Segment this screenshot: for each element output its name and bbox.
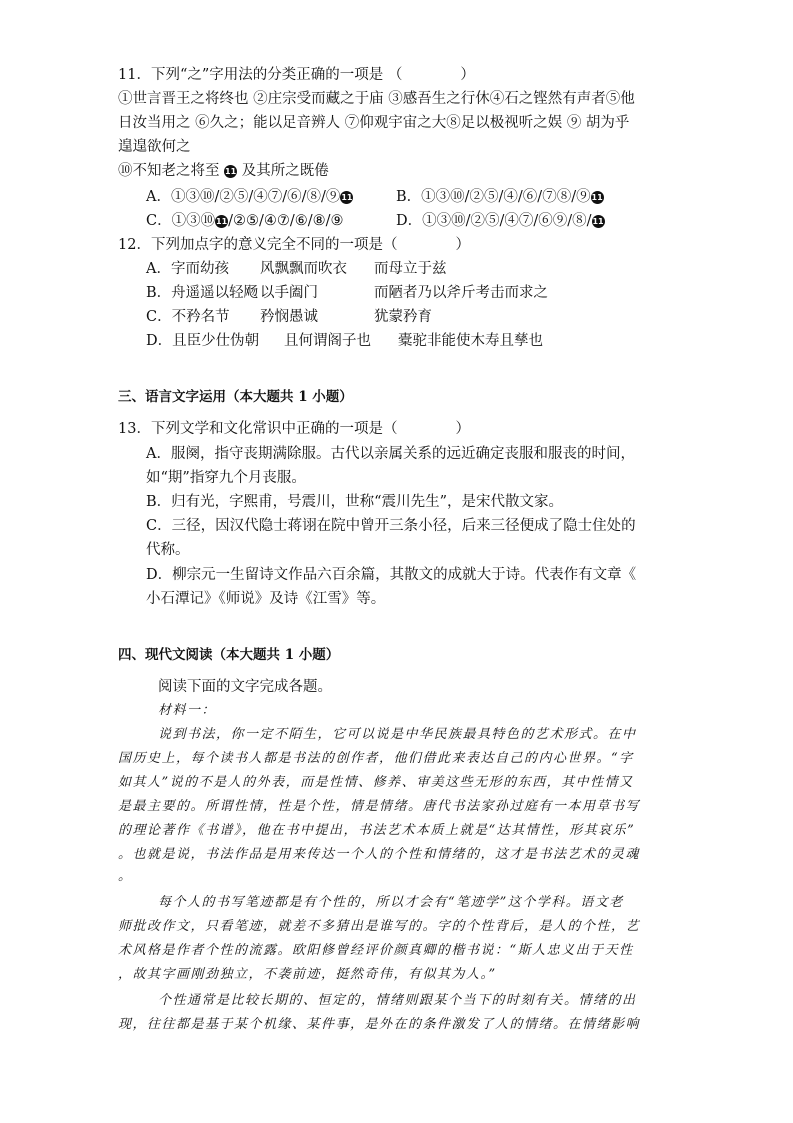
q11-items-line1: ①世言晋王之将终也 ②庄宗受而藏之于庙 ③感吾生之行休④石之铿然有声者⑤他 (118, 91, 635, 107)
q11-option-a: A．①③⑩/②⑤/④⑦/⑥/⑧/⑨11 (146, 189, 353, 205)
paragraph-2-line: 师批改作文，只看笔迹，就差不多猜出是谁写的。字的个性背后，是人的个性，艺 (118, 919, 641, 934)
q11-items-line4 (118, 160, 329, 182)
reading-intro: 阅读下面的文字完成各题。 (158, 679, 332, 695)
material-label: 材料一： (158, 703, 217, 718)
q12-option-b: B．舟遥遥以轻飏 以手阖门 而陋者乃以斧斤考击而求之 (146, 285, 548, 301)
q11-stem: 11．下列“之”字用法的分类正确的一项是 （ ） (118, 67, 475, 83)
paragraph-1-line: 国历史上，每个读书人都是书法的创作者，他们借此来表达自己的内心世界。“字 (118, 751, 634, 766)
q11-item-10: ⑩不知老之将至 (118, 163, 225, 179)
section-4-heading: 四、现代文阅读（本大题共 1 小题） (118, 647, 340, 663)
q11-item-11: 及其所之既倦 (241, 163, 329, 179)
circled-eleven-icon: 11 (592, 217, 604, 226)
q12-option-c: C．不矜名节 矜悯愚诚 犹蒙矜育 (146, 309, 432, 325)
circled-eleven-icon: 11 (591, 193, 603, 202)
circled-eleven-icon: 11 (341, 193, 353, 202)
paragraph-3-line: 个性通常是比较长期的、恒定的，情绪则跟某个当下的时刻有关。情绪的出 (158, 993, 637, 1008)
q11-option-b: B．①③⑩/②⑤/④/⑥/⑦⑧/⑨11 (396, 189, 603, 205)
q11-option-c: C．①③⑩11/②⑤/④⑦/⑥/⑧/⑨ (146, 213, 344, 229)
q12-option-d: D．且臣少仕伪朝 且何谓阁子也 橐驼非能使木寿且孳也 (146, 333, 543, 349)
q13-option-a-line2: 如“期”指穿九个月丧服。 (146, 470, 306, 486)
circled-eleven-icon: 11 (225, 167, 237, 176)
paragraph-1-line: 。也就是说，书法作品是用来传达一个人的个性和情绪的，这才是书法艺术的灵魂 (118, 847, 641, 862)
paragraph-2-line: ，故其字画刚劲独立，不袭前迹，挺然奇伟，有似其为人。” (118, 967, 497, 982)
q13-option-c-line1: C．三径，因汉代隐士蒋诩在院中曾开三条小径，后来三径便成了隐士住处的 (146, 518, 636, 534)
paragraph-1-line: 说到书法，你一定不陌生，它可以说是中华民族最具特色的艺术形式。在中 (158, 727, 637, 742)
q11-option-d: D．①③⑩/②⑤/④⑦/⑥⑨/⑧/11 (396, 213, 604, 229)
q13-option-b: B．归有光，字熙甫，号震川，世称“震川先生”，是宋代散文家。 (146, 494, 563, 510)
paragraph-1-line: 的理论著作《书谱》，他在书中提出，书法艺术本质上就是“达其情性，形其哀乐” (118, 823, 636, 838)
paragraph-1-line: 。 (118, 869, 133, 884)
q13-option-d-line1: D．柳宗元一生留诗文作品六百余篇，其散文的成就大于诗。代表作有文章《 (146, 567, 637, 583)
paragraph-3-line: 现，往往都是基于某个机缘、某件事，是外在的条件激发了人的情绪。在情绪影响 (118, 1017, 641, 1032)
q12-option-a: A．字而幼孩 风飘飘而吹衣 而母立于兹 (146, 261, 447, 277)
q13-option-c-line2: 代称。 (146, 542, 190, 558)
q12-stem: 12．下列加点字的意义完全不同的一项是（ ） (118, 237, 470, 253)
q13-option-d-line2: 小石潭记》《师说》及诗《江雪》等。 (146, 591, 386, 607)
paragraph-1-line: 如其人”说的不是人的外表，而是性情、修养、审美这些无形的东西，其中性情又 (118, 775, 634, 790)
q13-option-a-line1: A．服阕，指守丧期满除服。古代以亲属关系的远近确定丧服和服丧的时间， (146, 446, 635, 462)
paragraph-2-line: 术风格是作者个性的流露。欧阳修曾经评价颜真卿的楷书说：“斯人忠义出于天性 (118, 943, 634, 958)
q13-stem: 13．下列文学和文化常识中正确的一项是（ ） (118, 421, 470, 437)
paragraph-1-line: 是最主要的。所谓性情，性是个性，情是情绪。唐代书法家孙过庭有一本用草书写 (118, 799, 641, 814)
section-3-heading: 三、语言文字运用（本大题共 1 小题） (118, 389, 353, 405)
q11-items-line3: 遑遑欲何之 (118, 139, 191, 155)
q11-items-line2: 日汝当用之 ⑥久之；能以足音辨人 ⑦仰观宇宙之大⑧足以极视听之娱 ⑨ 胡为乎 (118, 115, 630, 131)
paragraph-2-line: 每个人的书写笔迹都是有个性的，所以才会有“笔迹学”这个学科。语文老 (158, 895, 624, 910)
circled-eleven-icon: 11 (216, 217, 228, 226)
